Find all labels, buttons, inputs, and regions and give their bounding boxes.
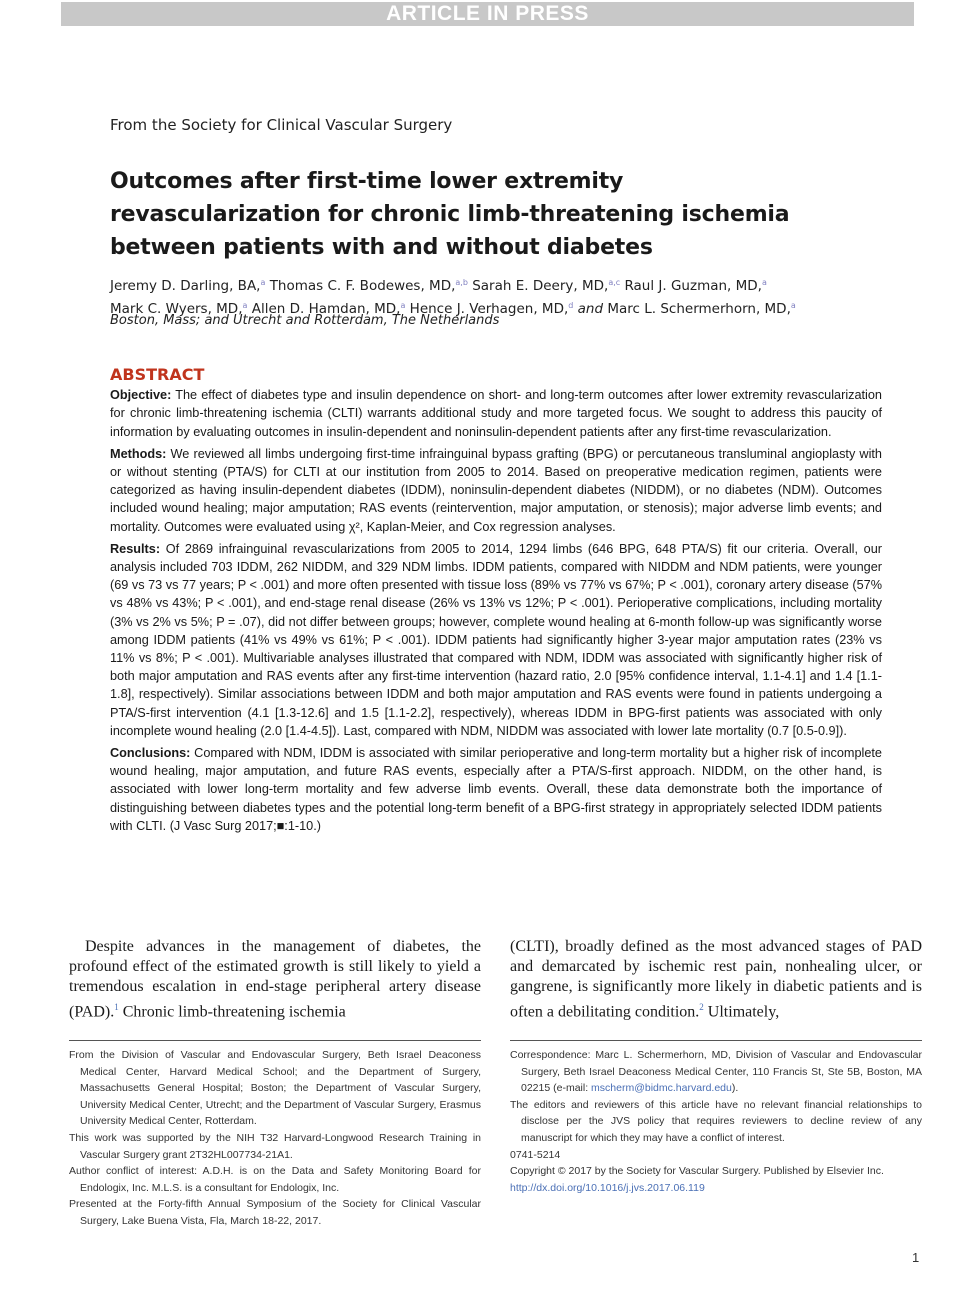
section-text: The effect of diabetes type and insulin dependence on short- and long-term outcomes after lower extremity revascularization for chronic limb-threatening ischemia (CLTI) warrants additional study and more targeted focus. We sought to address this paucity of information by evaluating outcomes in insulin-dependent and noninsulin-dependent patients after any first-time revascularization. [110,388,882,439]
page-number: 1 [912,1250,920,1265]
author[interactable]: Thomas C. F. Bodewes, MD, [269,278,456,294]
footnote-funding: This work was supported by the NIH T32 Harvard-Longwood Research Training in Vascular Surgery grant 2T32HL007734-21A1. [69,1131,481,1161]
footnote-conflict: Author conflict of interest: A.D.H. is on the Data and Safety Monitoring Board for Endologix, Inc. M.L.S. is a consultant for Endologix, Inc. [69,1165,481,1194]
footnote-disclosure: The editors and reviewers of this article have no relevant financial relationships to disclose per the JVS policy that requires reviewers to decline review of any manuscript for which they may have a conflict of interest. [510,1098,922,1144]
section-label: Conclusions: [110,746,191,761]
section-text: We reviewed all limbs undergoing first-time infrainguinal bypass grafting (BPG) or percutaneous transluminal angioplasty with or without stenting (PTA/S) for CLTI at our institution from 2005 to 2014. Based on preoperative medication regimen, patients were categorized as having insulin-dependent diabetes (IDDM), noninsulin-dependent diabetes (NIDDM), or no diabetes (NDM). Outcomes included wound healing; major amputation; RAS events (reintervention, major amputation, or stenosis); major adverse limb events; and mortality. Outcomes were evaluated using χ², Kaplan-Meier, and Cox regression analyses. [110,446,882,534]
body-text-left-column [69,937,481,1022]
section-text: Compared with NDM, IDDM is associated with similar perioperative and long-term mortality but a higher risk of incomplete wound healing, major amputation, and future RAS events, especially after a PTA/S-first approach. NIDDM, on the other hand, is associated with lower long-term mortality and few adverse limb events. Overall, these data demonstrate both the importance of distinguishing between diabetes types and the potential long-term benefit of a BPG-first strategy in appropriately selected IDDM patients with CLTI. (J Vasc Surg 2017;■:1-10.) [110,746,882,833]
email-link[interactable]: mscherm@bidmc.harvard.edu [591,1082,732,1095]
doi-line [510,1180,922,1197]
footnote-divider [69,1040,481,1041]
affiliation-locations: Boston, Mass; and Utrecht and Rotterdam, The Netherlands [110,313,500,328]
author[interactable]: Hence J. Verhagen, MD, [409,301,569,317]
footnote-presented: Presented at the Forty-fifth Annual Symposium of the Society for Clinical Vascular Surgery, Lake Buena Vista, Fla, March 18-22, 2017. [69,1198,481,1227]
body-text: Ultimately, [703,1003,780,1021]
author-affiliation-mark: a,b [455,278,468,287]
author[interactable]: Marc L. Schermerhorn, MD, [607,301,791,317]
body-text: Despite advances in the management of diabetes, the profound effect of the estimated growth is still likely to yield a tremendous escalation in end-stage peripheral artery disease (PAD). [69,938,481,1021]
abstract-objective [110,386,882,441]
section-text: Of 2869 infrainguinal revascularizations from 2005 to 2014, 1294 limbs (646 BPG, 648 PTA/S) fit our criteria. Overall, our analysis included 703 IDDM, 262 NIDDM, and 329 NDM limbs. IDDM patients, compared with NIDDM and NDM patients, were younger (69 vs 73 vs 77 years; P < .001) and more often presented with tissue loss (89% vs 77% vs 67%; P < .001), coronary artery disease (57% vs 48% vs 43%; P < .001), and end-stage renal disease (26% vs 13% vs 12%; P < .001). Perioperative complications, including mortality (3% vs 2% vs 5%; P = .07), did not differ between groups; however, complete wound healing at 6-month follow-up was significantly worse among IDDM patients (41% vs 49% vs 61%; P < .001). IDDM patients had significantly higher 3-year major amputation rates (23% vs 11% vs 8%; P < .001). Multivariable analyses illustrated that compared with NDM, IDDM was associated with significantly higher risk of both major amputation and RAS events after any first-time intervention (hazard ratio, 2.0 [95% confidence interval, 1.1-4.1] and 1.4 [1.1-1.8], respectively). Similar associations between IDDM and both major amputation and RAS events were found in patients undergoing a PTA/S-first intervention (4.1 [1.3-12.6] and 1.5 [1.1-2.2], respectively), whereas IDDM in BPG-first patients was associated with only incomplete wound healing (2.0 [1.4-4.5]). Last, compared with NDM, NIDDM was associated with lower late mortality (0.7 [0.5-0.9]). [110,541,882,738]
society-header: From the Society for Clinical Vascular Surgery [110,116,453,134]
author-affiliation-mark: d [568,301,574,310]
body-text: (CLTI), broadly defined as the most advanced stages of PAD and demarcated by ischemic rest pain, nonhealing ulcer, or gangrene, is significantly more likely in diabetic patients and is often a debilitating condition. [510,938,922,1021]
footnote-correspondence [510,1047,922,1097]
author[interactable]: Sarah E. Deery, MD, [472,278,609,294]
author[interactable]: Allen D. Hamdan, MD, [251,301,401,317]
correspondence-end: ). [731,1082,739,1095]
abstract [110,366,882,839]
author-affiliation-mark: a [400,301,406,310]
author-affiliation-mark: a,c [608,278,621,287]
body-text-right-column [510,937,922,1022]
body-text: Chronic limb-threatening ischemia [118,1003,346,1021]
copyright: Copyright © 2017 by the Society for Vascular Surgery. Published by Elsevier Inc. [510,1165,884,1178]
reference-link[interactable]: 1 [114,1002,119,1012]
abstract-results [110,540,882,740]
author[interactable]: Jeremy D. Darling, BA, [110,278,261,294]
correspondence-text: Correspondence: Marc L. Schermerhorn, MD, Division of Vascular and Endovascular Surgery, Beth Israel Deaconess Medical Center, 110 Francis St, Ste 5B, Boston, MA 02215 (e-mail: [510,1049,922,1095]
authors-and: and [577,301,604,317]
author-affiliation-mark: a [242,301,248,310]
article-in-press-banner: ARTICLE IN PRESS [61,2,914,26]
author-affiliation-mark: a [260,278,266,287]
issn: 0741-5214 [510,1148,561,1161]
author-affiliation-mark: a [790,301,796,310]
abstract-heading: ABSTRACT [110,365,205,384]
abstract-conclusions [110,744,882,835]
footnotes-right [510,1047,922,1196]
doi-link[interactable]: http://dx.doi.org/10.1016/j.jvs.2017.06.119 [510,1181,705,1194]
author-affiliation-mark: a [761,278,767,287]
section-label: Objective: [110,388,172,403]
abstract-methods [110,445,882,536]
footnote-affiliations: From the Division of Vascular and Endovascular Surgery, Beth Israel Deaconess Medical Center, Harvard Medical School; and the Department of Surgery, Massachusetts General Hospital; Boston; the Department of Vascular Surgery, University Medical Center, Utrecht; and the Department of Vascular Surgery, Erasmus University Medical Center, Rotterdam. [69,1049,481,1128]
section-label: Results: [110,541,161,556]
reference-link[interactable]: 2 [699,1002,704,1012]
article-title: Outcomes after first-time lower extremity revascularization for chronic limb-threatening ischemia between patients with and without diabetes [110,169,790,260]
author[interactable]: Mark C. Wyers, MD, [110,301,243,317]
author[interactable]: Raul J. Guzman, MD, [624,278,762,294]
footnotes-left [69,1047,481,1230]
footnote-divider [510,1040,922,1041]
section-label: Methods: [110,446,167,461]
